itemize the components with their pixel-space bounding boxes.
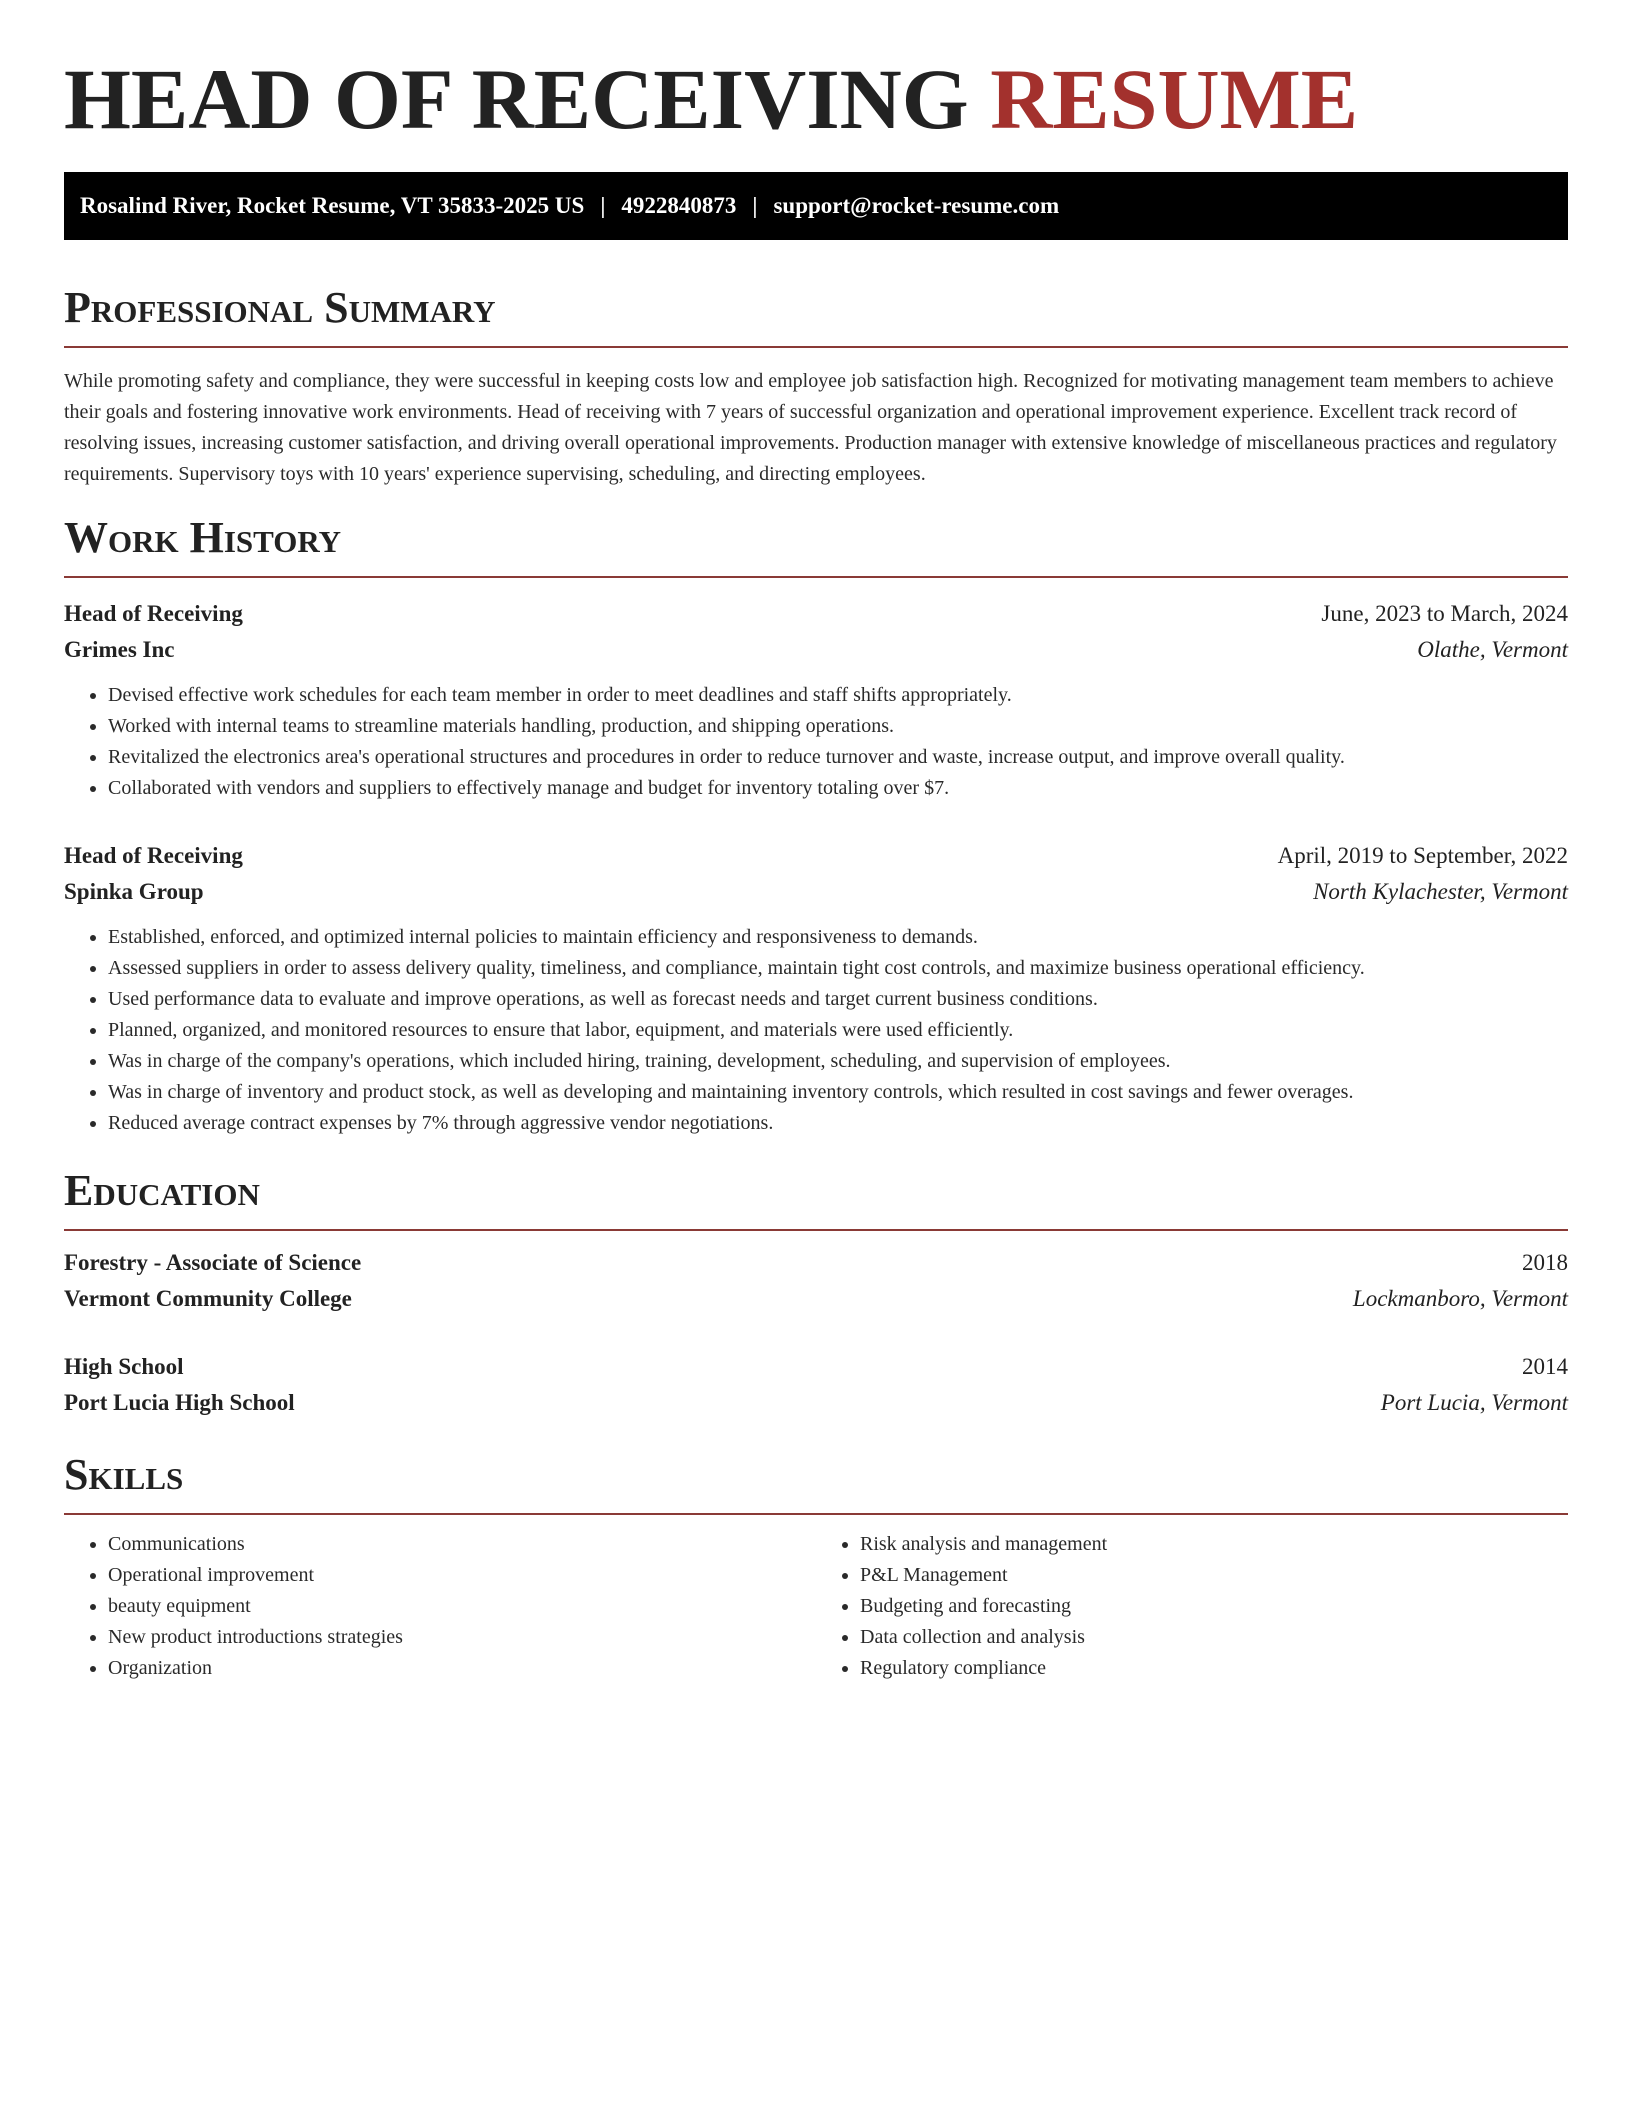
- job-location: North Kylachester, Vermont: [1313, 879, 1568, 904]
- contact-bar: [64, 172, 1568, 240]
- education-school-row: [64, 1281, 1568, 1317]
- job-company-row: [64, 632, 1568, 668]
- skills-column-left: [64, 1529, 816, 1684]
- contact-email: support@rocket-resume.com: [773, 193, 1060, 218]
- job-location: Olathe, Vermont: [1417, 637, 1568, 662]
- education-entry: [64, 1245, 1568, 1317]
- job-bullet: • Used performance data to evaluate and improve operations, as well as forecast needs and target current business conditions.: [108, 984, 1568, 1015]
- skill-item: • Regulatory compliance: [860, 1653, 1568, 1684]
- education-entry: [64, 1349, 1568, 1421]
- job-bullet: • Planned, organized, and monitored resources to ensure that labor, equipment, and materials were used efficiently.: [108, 1015, 1568, 1046]
- contact-separator: |: [600, 193, 606, 218]
- education-heading: Education: [64, 1166, 260, 1215]
- job-company: Grimes Inc: [64, 637, 175, 662]
- education-school: Port Lucia High School: [64, 1390, 295, 1415]
- education-degree: High School: [64, 1354, 184, 1379]
- job-bullet: • Devised effective work schedules for each team member in order to meet deadlines and staff shifts appropriately.: [108, 680, 1568, 711]
- section-divider: [64, 1229, 1568, 1231]
- job-dates: April, 2019 to September, 2022: [1277, 843, 1568, 868]
- job-bullet: • Established, enforced, and optimized internal policies to maintain efficiency and responsiveness to demands.: [108, 922, 1568, 953]
- education-school: Vermont Community College: [64, 1286, 352, 1311]
- job-company-row: [64, 874, 1568, 910]
- skills-column-right: [816, 1529, 1568, 1684]
- education-degree-row: [64, 1349, 1568, 1385]
- education-location: Lockmanboro, Vermont: [1352, 1286, 1568, 1311]
- section-divider: [64, 576, 1568, 578]
- skills-list: [64, 1529, 1568, 1684]
- job-title: Head of Receiving: [64, 601, 243, 626]
- contact-address: Rosalind River, Rocket Resume, VT 35833-2025 US: [80, 193, 585, 218]
- education-year: 2014: [1522, 1354, 1568, 1379]
- title-main: HEAD OF RECEIVING: [64, 51, 991, 147]
- skill-item: • Data collection and analysis: [860, 1622, 1568, 1653]
- job-bullet: • Reduced average contract expenses by 7% through aggressive vendor negotiations.: [108, 1108, 1568, 1139]
- job-title: Head of Receiving: [64, 843, 243, 868]
- job-bullet: • Assessed suppliers in order to assess delivery quality, timeliness, and compliance, maintain tight cost controls, and maximize business operational efficiency.: [108, 953, 1568, 984]
- contact-separator: |: [752, 193, 758, 218]
- skill-item: • New product introductions strategies: [108, 1622, 816, 1653]
- skill-item: • P&L Management: [860, 1560, 1568, 1591]
- section-divider: [64, 1513, 1568, 1515]
- job-dates: June, 2023 to March, 2024: [1321, 601, 1568, 626]
- job-bullets: [64, 922, 1568, 1139]
- education-school-row: [64, 1385, 1568, 1421]
- work-history-heading: Work History: [64, 513, 342, 562]
- education-degree-row: [64, 1245, 1568, 1281]
- job-entry: [64, 596, 1568, 804]
- education-year: 2018: [1522, 1250, 1568, 1275]
- skill-item: • Risk analysis and management: [860, 1529, 1568, 1560]
- skill-item: • Communications: [108, 1529, 816, 1560]
- title-accent: RESUME: [990, 51, 1359, 147]
- job-bullet: • Was in charge of the company's operations, which included hiring, training, development, scheduling, and supervision of employees.: [108, 1046, 1568, 1077]
- summary-text: While promoting safety and compliance, they were successful in keeping costs low and employee job satisfaction high. Recognized for motivating management team members to achieve their goals and fostering innovative work environments. Head of receiving with 7 years of successful organization and operational improvement experience. Excellent track record of resolving issues, increasing customer satisfaction, and driving overall operational improvements. Production manager with extensive knowledge of miscellaneous practices and regulatory requirements. Supervisory toys with 10 years' experience supervising, scheduling, and directing employees.: [64, 370, 1557, 485]
- job-bullet: • Was in charge of inventory and product stock, as well as developing and maintaining inventory controls, which resulted in cost savings and fewer overages.: [108, 1077, 1568, 1108]
- education-degree: Forestry - Associate of Science: [64, 1250, 362, 1275]
- skill-item: • Organization: [108, 1653, 816, 1684]
- job-bullets: [64, 680, 1568, 804]
- job-header-row: [64, 596, 1568, 632]
- job-company: Spinka Group: [64, 879, 204, 904]
- job-bullet: • Revitalized the electronics area's operational structures and procedures in order to reduce turnover and waste, increase output, and improve overall quality.: [108, 742, 1568, 773]
- skills-heading: Skills: [64, 1450, 184, 1499]
- education-location: Port Lucia, Vermont: [1380, 1390, 1568, 1415]
- skill-item: • beauty equipment: [108, 1591, 816, 1622]
- resume-title: [64, 51, 1568, 147]
- contact-phone: 4922840873: [621, 193, 737, 218]
- job-bullet: • Worked with internal teams to streamline materials handling, production, and shipping operations.: [108, 711, 1568, 742]
- job-bullet: • Collaborated with vendors and suppliers to effectively manage and budget for inventory totaling over $7.: [108, 773, 1568, 804]
- job-entry: [64, 838, 1568, 1139]
- section-divider: [64, 346, 1568, 348]
- summary-heading: Professional Summary: [64, 283, 496, 332]
- job-header-row: [64, 838, 1568, 874]
- skill-item: • Budgeting and forecasting: [860, 1591, 1568, 1622]
- skill-item: • Operational improvement: [108, 1560, 816, 1591]
